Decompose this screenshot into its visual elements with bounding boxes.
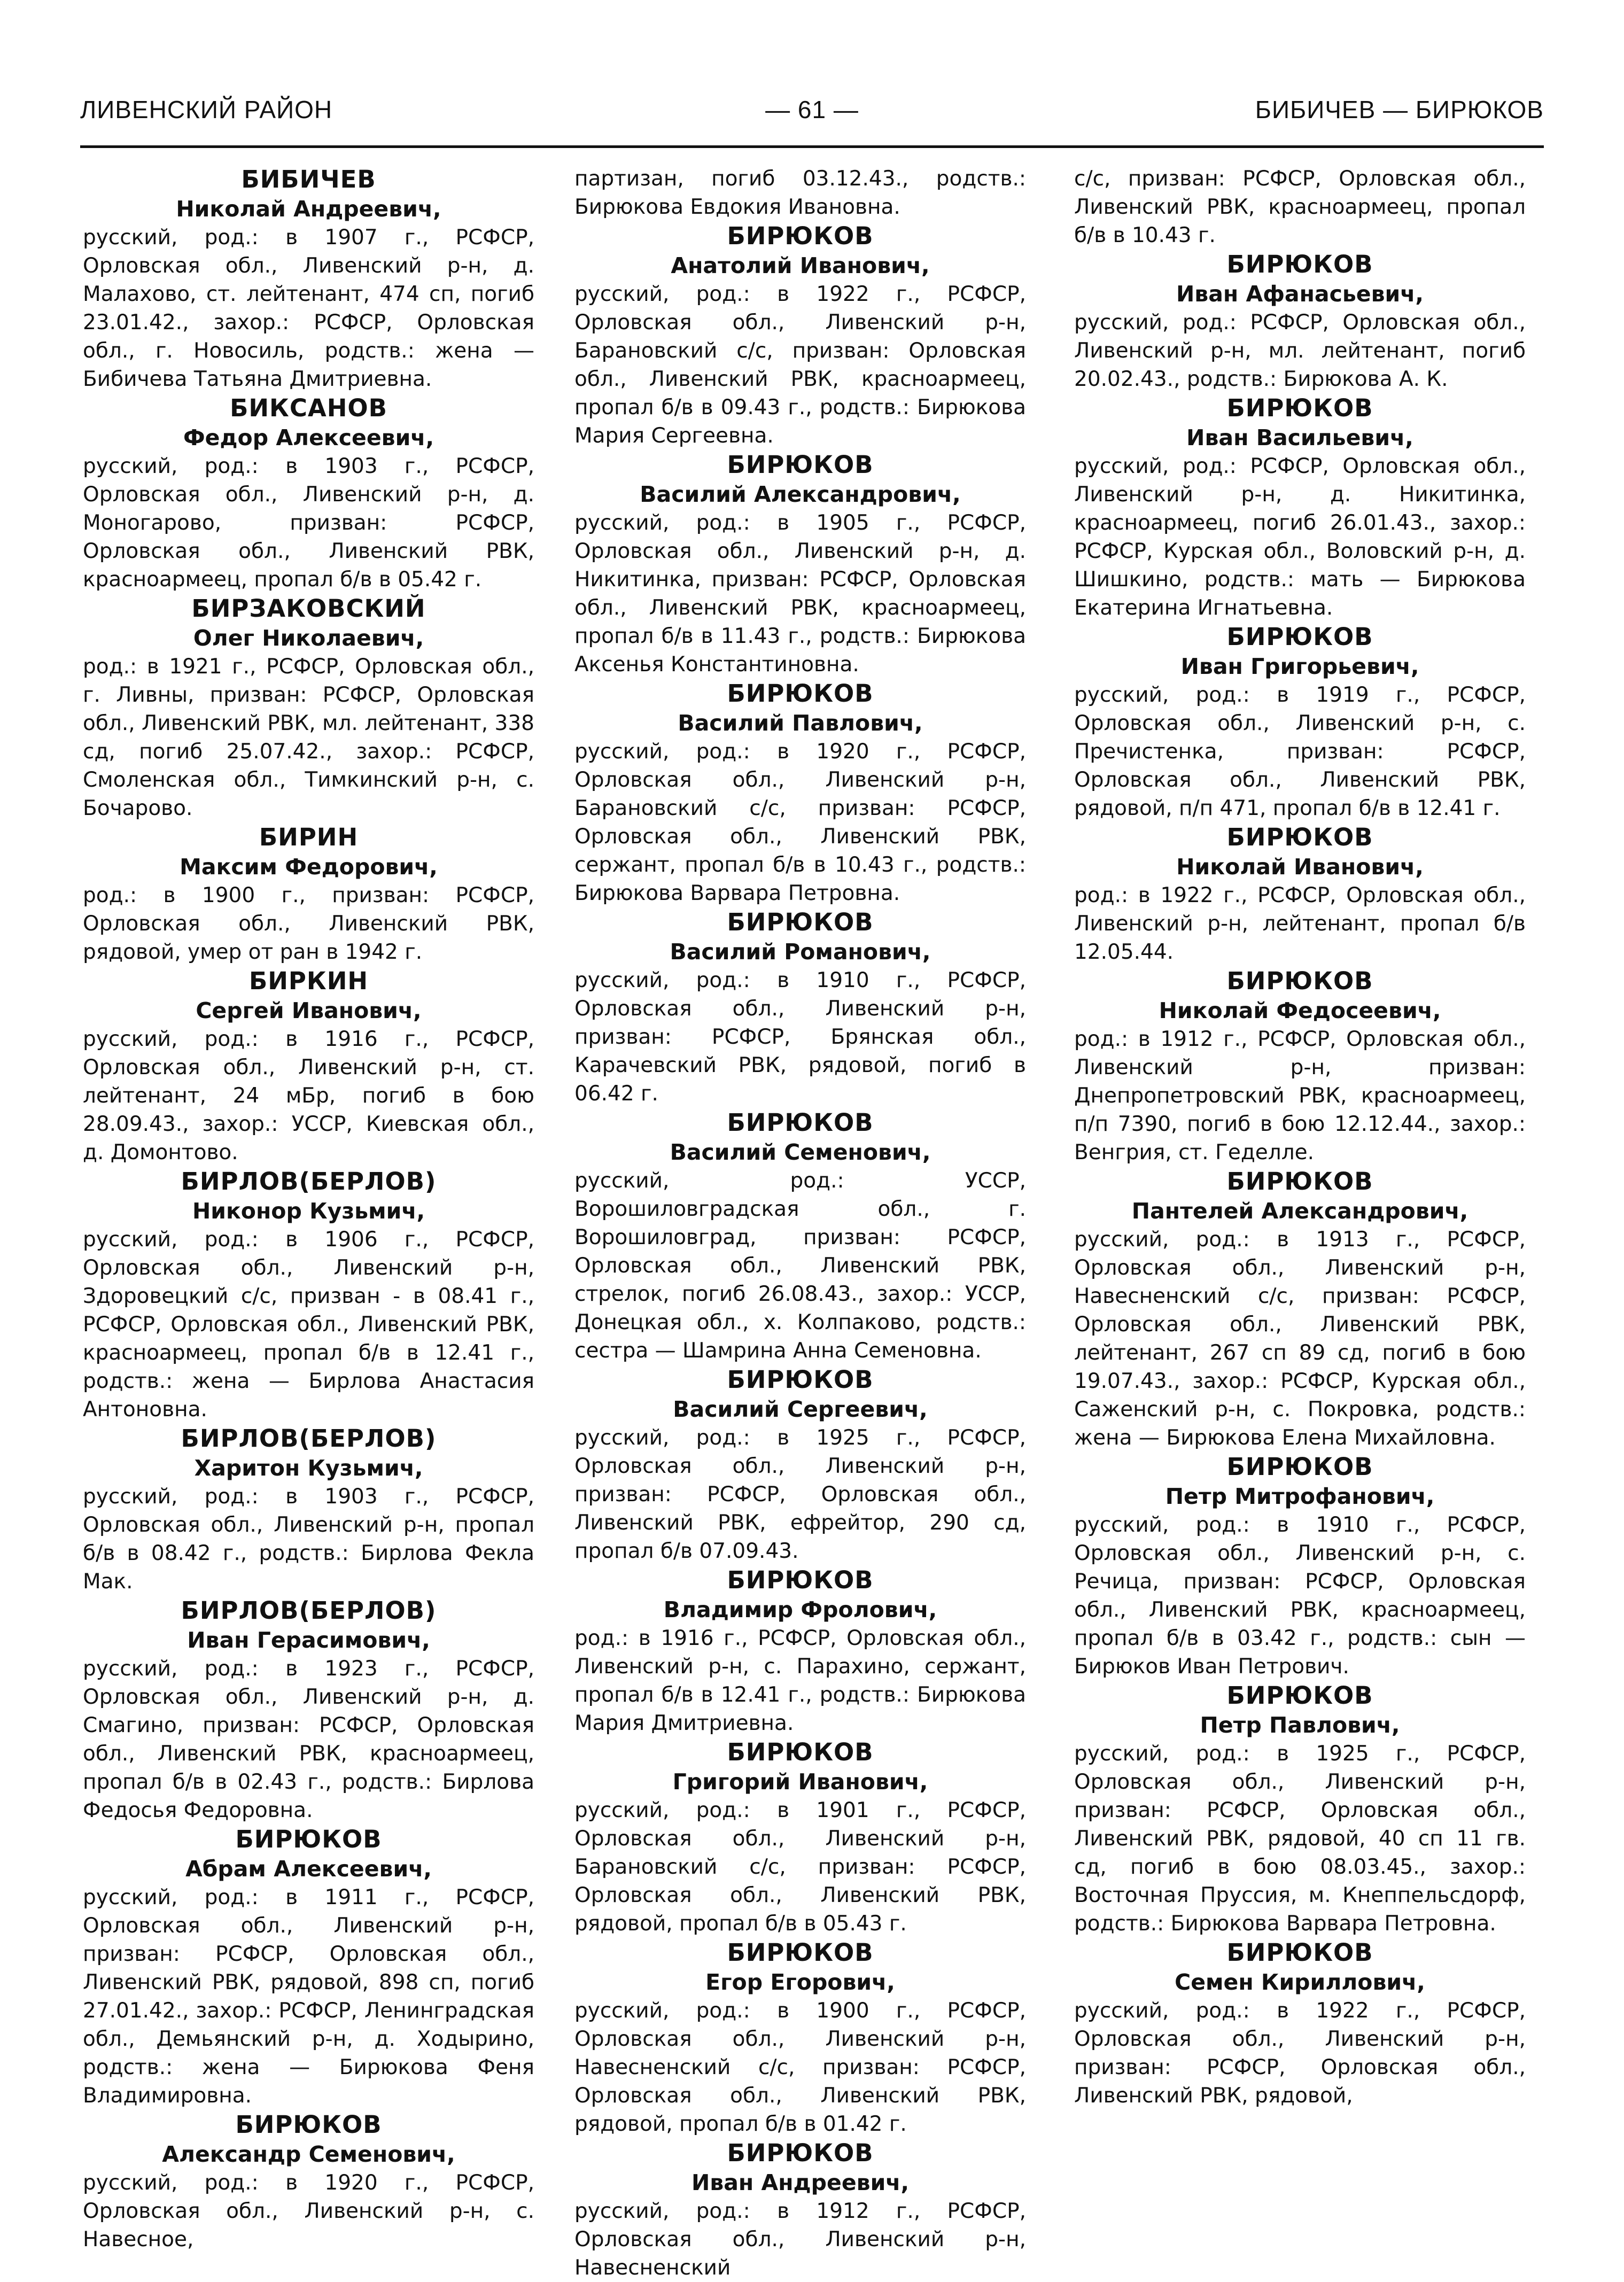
entry-surname: БИРЮКОВ: [1226, 967, 1373, 995]
entry-given-name: Иван Григорьевич,: [1180, 654, 1419, 679]
entry-details: партизан, погиб 03.12.43., родств.: Бирюкова Евдокия Ивановна.: [574, 167, 1026, 219]
entry: [83, 1596, 534, 1825]
entry: [83, 594, 534, 822]
entry-surname: БИРЮКОВ: [1226, 250, 1373, 278]
entry: [574, 450, 1026, 679]
entry: [574, 1108, 1026, 1365]
entry: [83, 393, 534, 594]
entry-given-name: Василий Александрович,: [640, 482, 961, 507]
entry-given-name: Федор Алексеевич,: [183, 425, 434, 451]
entry: [83, 1424, 534, 1596]
entry: [1074, 966, 1526, 1167]
entry: [1074, 1681, 1526, 1938]
entry-given-name: Петр Павлович,: [1200, 1712, 1400, 1738]
entry-details: род.: в 1912 г., РСФСР, Орловская обл., Ливенский р-н, призван: Днепропетровский РВК, красноармеец, п/п 7390, погиб в бою 12.12.44., захор.: Венгрия, ст. Геделле.: [1074, 1027, 1526, 1165]
entry-given-name: Иван Афанасьевич,: [1176, 281, 1424, 307]
entry-details: русский, род.: в 1911 г., РСФСР, Орловская обл., Ливенский р-н, призван: РСФСР, Орловская обл., Ливенский РВК, рядовой, 898 сп, погиб 27.01.42., захор.: РСФСР, Ленинградская обл., Демьянский р-н, д. Ходырино, родств.: жена — Бирюкова Феня Владимировна.: [83, 1885, 534, 2108]
entry-surname: БИРЮКОВ: [727, 2139, 874, 2167]
entry-details: русский, род.: в 1912 г., РСФСР, Орловская обл., Ливенский р-н, Навесненский: [574, 2199, 1026, 2280]
entry-given-name: Петр Митрофанович,: [1165, 1484, 1435, 1509]
entry: [83, 165, 534, 393]
entry-given-name: Егор Егорович,: [705, 1969, 895, 1995]
entry-given-name: Абрам Алексеевич,: [185, 1856, 432, 1882]
entry-details: русский, род.: в 1906 г., РСФСР, Орловская обл., Ливенский р-н, Здоровецкий с/с, призван - в 08.41 г., РСФСР, Орловская обл., Ливенский РВК, красноармеец, пропал б/в в 12.41 г., родств.: жена — Бирлова Анастасия Антоновна.: [83, 1228, 534, 1422]
entry-surname: БИРЮКОВ: [1226, 1681, 1373, 1710]
entry-surname: БИРКИН: [248, 967, 369, 995]
entry-details: род.: в 1916 г., РСФСР, Орловская обл., Ливенский р-н, с. Парахино, сержант, пропал б/в в 12.41 г., родств.: Бирюкова Мария Дмитриевна.: [574, 1626, 1026, 1735]
entry-given-name: Иван Васильевич,: [1186, 425, 1413, 451]
entry-given-name: Максим Федорович,: [180, 854, 438, 880]
entry-surname: БИРЮКОВ: [1226, 1167, 1373, 1196]
entry-surname: БИРЛОВ(БЕРЛОВ): [181, 1424, 437, 1453]
entry-given-name: Семен Кириллович,: [1175, 1969, 1425, 1995]
entry-details: русский, род.: в 1922 г., РСФСР, Орловская обл., Ливенский р-н, Барановский с/с, призван: Орловская обл., Ливенский РВК, красноармеец, пропал б/в в 09.43 г., родств.: Бирюкова Мария Сергеевна.: [574, 282, 1026, 448]
column-1: [83, 165, 534, 2254]
entry-details: род.: в 1900 г., призван: РСФСР, Орловская обл., Ливенский РВК, рядовой, умер от ран в 1942 г.: [83, 883, 534, 964]
entry: [83, 822, 534, 966]
entry: [1074, 1167, 1526, 1452]
entry-surname: БИРЮКОВ: [727, 1108, 874, 1137]
entry-surname: БИРЮКОВ: [235, 1825, 382, 1853]
entry-details: русский, род.: в 1920 г., РСФСР, Орловская обл., Ливенский р-н, с. Навесное,: [83, 2171, 534, 2252]
column-2: [574, 165, 1026, 2282]
entry-surname: БИРЮКОВ: [1226, 623, 1373, 651]
entry-details: русский, род.: в 1910 г., РСФСР, Орловская обл., Ливенский р-н, призван: РСФСР, Брянская обл., Карачевский РВК, рядовой, погиб в 06.42 г.: [574, 968, 1026, 1106]
entry: [1074, 393, 1526, 622]
entry-given-name: Василий Сергеевич,: [673, 1396, 928, 1422]
entry-details: русский, род.: в 1903 г., РСФСР, Орловская обл., Ливенский р-н, пропал б/в в 08.42 г., родств.: Бирлова Фекла Мак.: [83, 1485, 534, 1594]
entry: [1074, 165, 1526, 250]
header-district: ЛИВЕНСКИЙ РАЙОН: [80, 96, 333, 123]
entry-given-name: Никонор Кузьмич,: [192, 1198, 425, 1224]
entry-given-name: Николай Иванович,: [1176, 854, 1424, 880]
entry-details: русский, род.: в 1907 г., РСФСР, Орловская обл., Ливенский р-н, д. Малахово, ст. лейтенант, 474 сп, погиб 23.01.42., захор.: РСФСР, Орловская обл., г. Новосиль, родств.: жена — Бибичева Татьяна Дмитриевна.: [83, 226, 534, 391]
entry: [574, 221, 1026, 450]
entry: [83, 2110, 534, 2254]
entry-surname: БИРЗАКОВСКИЙ: [191, 594, 426, 623]
entry-details: русский, род.: в 1905 г., РСФСР, Орловская обл., Ливенский р-н, д. Никитинка, призван: РСФСР, Орловская обл., Ливенский РВК, красноармеец, пропал б/в в 11.43 г., родств.: Бирюкова Аксенья Константиновна.: [574, 511, 1026, 677]
entry: [83, 1825, 534, 2110]
entry-details: русский, род.: в 1919 г., РСФСР, Орловская обл., Ливенский р-н, с. Пречистенка, призван: РСФСР, Орловская обл., Ливенский РВК, рядовой, п/п 471, пропал б/в в 12.41 г.: [1074, 683, 1526, 820]
entry-surname: БИРЮКОВ: [1226, 394, 1373, 422]
entry-surname: БИБИЧЕВ: [241, 165, 376, 193]
header-name-range: БИБИЧЕВ — БИРЮКОВ: [1255, 96, 1544, 123]
entry: [1074, 1938, 1526, 2110]
entry-given-name: Владимир Фролович,: [663, 1597, 937, 1623]
entry-details: русский, род.: РСФСР, Орловская обл., Ливенский р-н, мл. лейтенант, погиб 20.02.43., родств.: Бирюкова А. К.: [1074, 311, 1526, 391]
entry-details: русский, род.: в 1916 г., РСФСР, Орловская обл., Ливенский р-н, ст. лейтенант, 24 мБр, погиб в бою 28.09.43., захор.: УССР, Киевская обл., д. Домонтово.: [83, 1027, 534, 1165]
entry-surname: БИРЮКОВ: [727, 1738, 874, 1766]
entry: [574, 1565, 1026, 1737]
entry-given-name: Григорий Иванович,: [672, 1769, 928, 1795]
header-rule: [80, 145, 1544, 148]
entry-surname: БИРЮКОВ: [727, 1365, 874, 1394]
entry-given-name: Иван Андреевич,: [691, 2170, 910, 2195]
entry: [1074, 822, 1526, 966]
entry: [574, 1365, 1026, 1565]
entry: [574, 679, 1026, 907]
entry-details: русский, род.: в 1925 г., РСФСР, Орловская обл., Ливенский р-н, призван: РСФСР, Орловская обл., Ливенский РВК, ефрейтор, 290 сд, пропал б/в 07.09.43.: [574, 1426, 1026, 1563]
entry-given-name: Олег Николаевич,: [193, 625, 424, 651]
entry-details: с/с, призван: РСФСР, Орловская обл., Ливенский РВК, красноармеец, пропал б/в в 10.43 г.: [1074, 167, 1526, 247]
entry-surname: БИРЮКОВ: [727, 451, 874, 479]
entry: [83, 966, 534, 1167]
entry-given-name: Василий Павлович,: [678, 710, 923, 736]
entry-details: русский, род.: в 1901 г., РСФСР, Орловская обл., Ливенский р-н, Барановский с/с, призван: РСФСР, Орловская обл., Ливенский РВК, рядовой, пропал б/в в 05.43 г.: [574, 1798, 1026, 1936]
entry-surname: БИРЮКОВ: [727, 222, 874, 250]
entry-surname: БИРЮКОВ: [727, 1938, 874, 1967]
entry-details: русский, род.: в 1923 г., РСФСР, Орловская обл., Ливенский р-н, д. Смагино, призван: РСФСР, Орловская обл., Ливенский РВК, красноармеец, пропал б/в в 02.43 г., родств.: Бирлова Федосья Федоровна.: [83, 1657, 534, 1822]
entry-given-name: Василий Семенович,: [670, 1139, 931, 1165]
entry: [574, 907, 1026, 1108]
entry-surname: БИРЮКОВ: [727, 908, 874, 936]
entry-surname: БИРИН: [259, 823, 359, 851]
entry-surname: БИРЮКОВ: [1226, 1938, 1373, 1967]
page-number: — 61 —: [765, 96, 859, 123]
entry-details: русский, род.: в 1903 г., РСФСР, Орловская обл., Ливенский р-н, д. Моногарово, призван: РСФСР, Орловская обл., Ливенский РВК, красноармеец, пропал б/в в 05.42 г.: [83, 454, 534, 592]
entry-details: русский, род.: в 1913 г., РСФСР, Орловская обл., Ливенский р-н, Навесненский с/с, призван: РСФСР, Орловская обл., Ливенский РВК, лейтенант, 267 сп 89 сд, погиб в бою 19.07.43., захор.: РСФСР, Курская обл., Саженский р-н, с. Покровка, родств.: жена — Бирюкова Елена Михайловна.: [1074, 1228, 1526, 1450]
running-header: [80, 95, 1544, 138]
entry-given-name: Николай Федосеевич,: [1159, 998, 1441, 1023]
entry-given-name: Иван Герасимович,: [187, 1627, 430, 1653]
entry-given-name: Анатолий Иванович,: [671, 253, 930, 278]
entry-surname: БИРЮКОВ: [727, 1566, 874, 1594]
entry-details: русский, род.: в 1922 г., РСФСР, Орловская обл., Ливенский р-н, призван: РСФСР, Орловская обл., Ливенский РВК, рядовой,: [1074, 1999, 1526, 2108]
entry: [574, 1938, 1026, 2138]
entry: [83, 1167, 534, 1424]
entry-details: русский, род.: в 1910 г., РСФСР, Орловская обл., Ливенский р-н, с. Речица, призван: РСФСР, Орловская обл., Ливенский РВК, красноармеец, пропал б/в в 03.42 г., родств.: сын — Бирюков Иван Петрович.: [1074, 1513, 1526, 1679]
entry-given-name: Александр Семенович,: [162, 2141, 455, 2167]
entry: [1074, 1452, 1526, 1681]
entry: [1074, 622, 1526, 822]
entry: [574, 1737, 1026, 1938]
entry-given-name: Сергей Иванович,: [196, 998, 422, 1023]
entry-details: русский, род.: в 1920 г., РСФСР, Орловская обл., Ливенский р-н, Барановский с/с, призван: РСФСР, Орловская обл., Ливенский РВК, сержант, пропал б/в в 10.43 г., родств.: Бирюкова Варвара Петровна.: [574, 740, 1026, 905]
entry-surname: БИРЛОВ(БЕРЛОВ): [181, 1596, 437, 1625]
entry-details: русский, род.: УССР, Ворошиловградская обл., г. Ворошиловград, призван: РСФСР, Орловская обл., Ливенский РВК, стрелок, погиб 26.08.43., захор.: УССР, Донецкая обл., х. Колпаково, родств.: сестра — Шамрина Анна Семеновна.: [574, 1169, 1026, 1363]
column-3: [1074, 165, 1526, 2110]
entry-surname: БИКСАНОВ: [230, 394, 387, 422]
entry-surname: БИРЮКОВ: [1226, 823, 1373, 851]
entry: [574, 165, 1026, 221]
entry-given-name: Харитон Кузьмич,: [194, 1455, 423, 1481]
entry-surname: БИРЮКОВ: [727, 679, 874, 708]
entry: [574, 2138, 1026, 2282]
entry-surname: БИРЮКОВ: [1226, 1453, 1373, 1481]
entry-details: русский, род.: в 1900 г., РСФСР, Орловская обл., Ливенский р-н, Навесненский с/с, призван: РСФСР, Орловская обл., Ливенский РВК, рядовой, пропал б/в в 01.42 г.: [574, 1999, 1026, 2136]
entry-details: род.: в 1922 г., РСФСР, Орловская обл., Ливенский р-н, лейтенант, пропал б/в 12.05.44.: [1074, 883, 1526, 964]
entry-details: русский, род.: в 1925 г., РСФСР, Орловская обл., Ливенский р-н, призван: РСФСР, Орловская обл., Ливенский РВК, рядовой, 40 сп 11 гв. сд, погиб в бою 08.03.45., захор.: Восточная Пруссия, м. Кнеппельсдорф, родств.: Бирюкова Варвара Петровна.: [1074, 1742, 1526, 1936]
entry-given-name: Василий Романович,: [670, 939, 931, 965]
entry-given-name: Николай Андреевич,: [176, 196, 441, 222]
entry-surname: БИРЮКОВ: [235, 2110, 382, 2139]
entry-given-name: Пантелей Александрович,: [1131, 1198, 1468, 1224]
entry-details: русский, род.: РСФСР, Орловская обл., Ливенский р-н, д. Никитинка, красноармеец, погиб 26.01.43., захор.: РСФСР, Курская обл., Воловский р-н, д. Шишкино, родств.: мать — Бирюкова Екатерина Игнатьевна.: [1074, 454, 1526, 620]
entry-details: род.: в 1921 г., РСФСР, Орловская обл., г. Ливны, призван: РСФСР, Орловская обл., Ливенский РВК, мл. лейтенант, 338 сд, погиб 25.07.42., захор.: РСФСР, Смоленская обл., Тимкинский р-н, с. Бочарово.: [83, 655, 534, 820]
entry-surname: БИРЛОВ(БЕРЛОВ): [181, 1167, 437, 1196]
entry: [1074, 250, 1526, 393]
